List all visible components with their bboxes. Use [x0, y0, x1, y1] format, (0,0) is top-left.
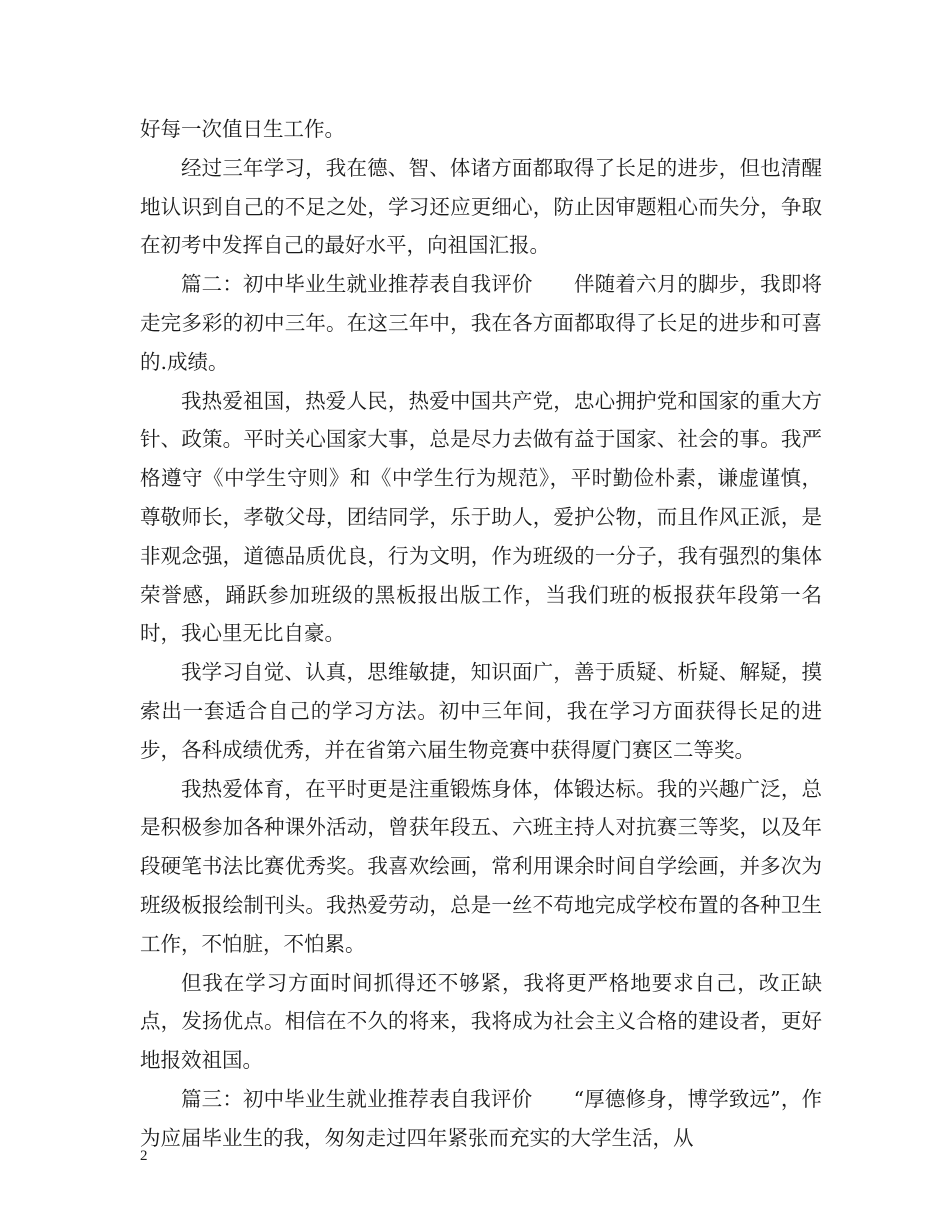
paragraph-learning: 我学习自觉、认真，思维敏捷，知识面广，善于质疑、析疑、解疑，摸索出一套适合自己的学习方法。初中三年间，我在学习方面获得长足的进步，各科成绩优秀，并在省第六届生物竞赛中获得厦门赛区二等奖。 [140, 660, 822, 762]
paragraph-section-two-intro: 篇二：初中毕业生就业推荐表自我评价 伴随着六月的脚步，我即将走完多彩的初中三年。在这三年中，我在各方面都取得了长足的进步和可喜的.成绩。 [140, 272, 822, 374]
paragraph-section-three-intro: 篇三：初中毕业生就业推荐表自我评价 “厚德修身，博学致远”，作为应届毕业生的我，匆匆走过四年紧张而充实的大学生活，从 [140, 1086, 822, 1150]
paragraph-sports-hobbies: 我热爱体育，在平时更是注重锻炼身体，体锻达标。我的兴趣广泛，总是积极参加各种课外活动，曾获年段五、六班主持人对抗赛三等奖，以及年段硬笔书法比赛优秀奖。我喜欢绘画，常利用课余时间自学绘画，并多次为班级板报绘制刊头。我热爱劳动，总是一丝不苟地完成学校布置的各种卫生工作，不怕脏，不怕累。 [140, 776, 822, 956]
page-number: 2 [140, 1148, 148, 1164]
paragraph-improvement: 但我在学习方面时间抓得还不够紧，我将更严格地要求自己，改正缺点，发扬优点。相信在不久的将来，我将成为社会主义合格的建设者，更好地报效祖国。 [140, 970, 822, 1073]
paragraph-study-summary: 经过三年学习，我在德、智、体诸方面都取得了长足的进步，但也清醒地认识到自己的不足之处，学习还应更细心，防止因审题粗心而失分，争取在初考中发挥自己的最好水平，向祖国汇报。 [140, 155, 822, 258]
paragraph-patriotism: 我热爱祖国，热爱人民，热爱中国共产党，忠心拥护党和国家的重大方针、政策。平时关心国家大事，总是尽力去做有益于国家、社会的事。我严格遵守《中学生守则》和《中学生行为规范》，平时勤俭朴素，谦虚谨慎，尊敬师长，孝敬父母，团结同学，乐于助人，爱护公物，而且作风正派，是非观念强，道德品质优良，行为文明，作为班级的一分子，我有强烈的集体荣誉感，踊跃参加班级的黑板报出版工作，当我们班的板报获年段第一名时，我心里无比自豪。 [140, 388, 822, 646]
paragraph-continuation: 好每一次值日生工作。 [140, 117, 345, 141]
document-body [140, 110, 822, 1158]
